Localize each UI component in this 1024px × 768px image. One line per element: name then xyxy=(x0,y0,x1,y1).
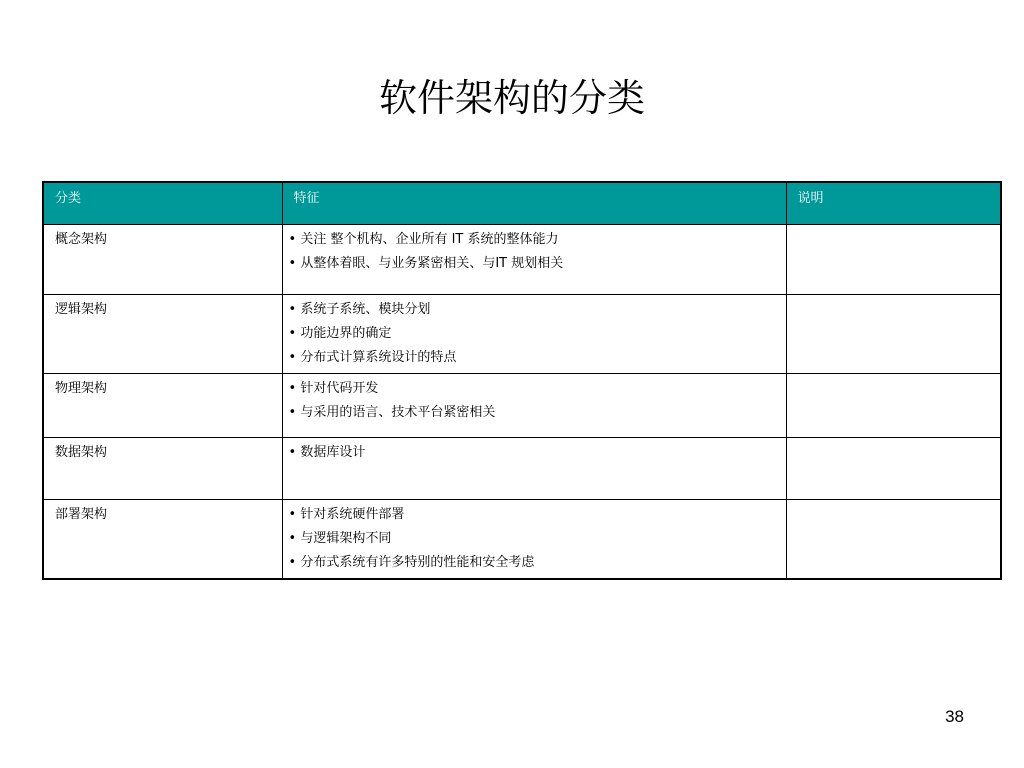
notes-cell xyxy=(786,294,1001,373)
table-row xyxy=(43,294,1001,373)
notes-cell xyxy=(786,224,1001,294)
table-row xyxy=(43,224,1001,294)
notes-cell xyxy=(786,499,1001,579)
features-cell xyxy=(282,373,786,437)
table-row xyxy=(43,499,1001,579)
feature-item: • 功能边界的确定 xyxy=(289,322,775,346)
architecture-classification-table xyxy=(42,181,1002,580)
feature-item: • 与逻辑架构不同 xyxy=(289,527,775,551)
table-row xyxy=(43,437,1001,499)
feature-list xyxy=(289,228,775,276)
page-number: 38 xyxy=(945,707,964,726)
slide-title: 软件架构的分类 xyxy=(378,76,645,120)
notes-cell xyxy=(786,437,1001,499)
feature-list xyxy=(289,503,775,575)
features-cell xyxy=(282,294,786,373)
feature-item: • 针对系统硬件部署 xyxy=(289,503,775,527)
header-notes: 说明 xyxy=(786,182,1001,224)
category-cell: 物理架构 xyxy=(43,373,282,437)
header-features: 特征 xyxy=(282,182,786,224)
feature-item: • 针对代码开发 xyxy=(289,377,775,401)
feature-item: • 与采用的语言、技术平台紧密相关 xyxy=(289,401,775,425)
features-cell xyxy=(282,224,786,294)
feature-item: • 数据库设计 xyxy=(289,441,775,465)
table-row xyxy=(43,373,1001,437)
category-cell: 逻辑架构 xyxy=(43,294,282,373)
features-cell xyxy=(282,437,786,499)
table-header-row xyxy=(43,182,1001,224)
category-cell: 数据架构 xyxy=(43,437,282,499)
feature-item: • 从整体着眼、与业务紧密相关、与IT 规划相关 xyxy=(289,252,775,276)
feature-item: • 分布式系统有许多特别的性能和安全考虑 xyxy=(289,551,775,575)
feature-item: • 关注 整个机构、企业所有 IT 系统的整体能力 xyxy=(289,228,775,252)
feature-item: • 分布式计算系统设计的特点 xyxy=(289,346,775,370)
notes-cell xyxy=(786,373,1001,437)
category-cell: 部署架构 xyxy=(43,499,282,579)
feature-list xyxy=(289,377,775,425)
category-cell: 概念架构 xyxy=(43,224,282,294)
features-cell xyxy=(282,499,786,579)
header-category: 分类 xyxy=(43,182,282,224)
feature-item: • 系统子系统、模块分划 xyxy=(289,298,775,322)
feature-list xyxy=(289,298,775,370)
feature-list xyxy=(289,441,775,465)
